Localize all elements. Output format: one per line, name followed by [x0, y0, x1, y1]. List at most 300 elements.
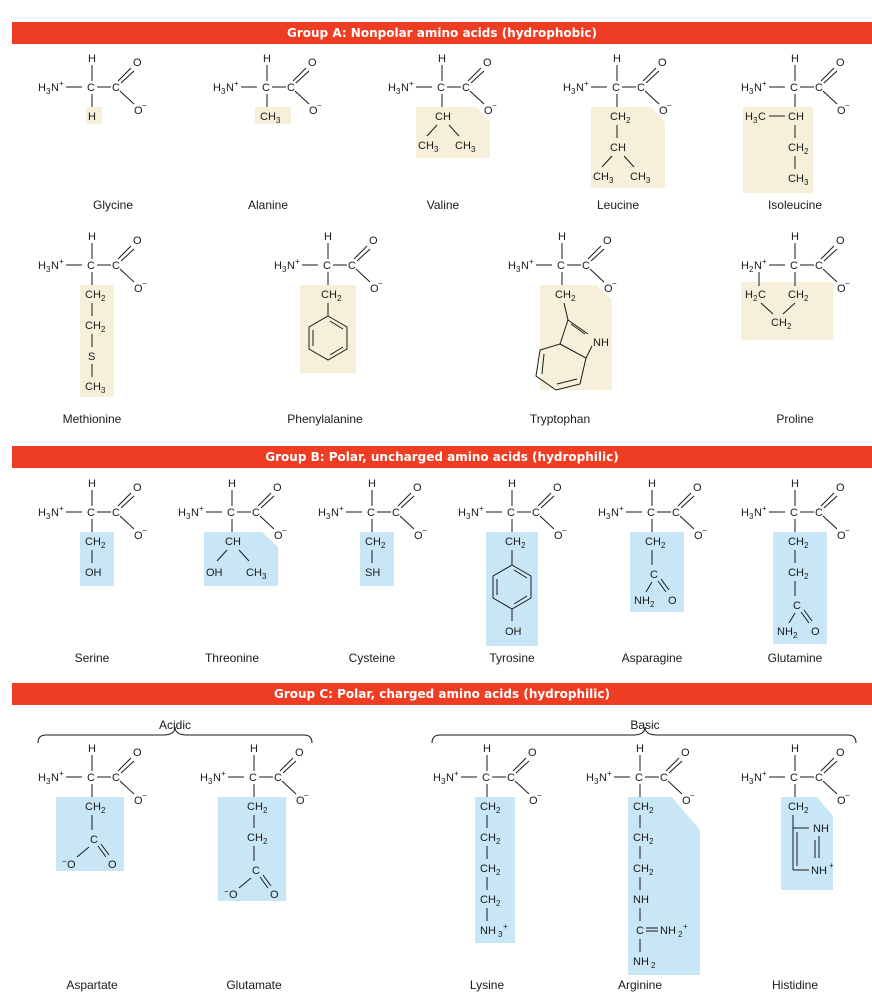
svg-text:+: +: [409, 79, 414, 88]
svg-text:C: C: [507, 772, 515, 784]
svg-text:2: 2: [787, 322, 792, 331]
svg-text:+: +: [59, 769, 64, 778]
aspartate-label: Aspartate: [66, 978, 118, 992]
svg-text:N: N: [191, 507, 199, 519]
svg-text:CH: CH: [630, 171, 646, 183]
svg-text:CH: CH: [788, 567, 804, 579]
svg-text:CH: CH: [788, 173, 804, 185]
svg-text:N: N: [51, 260, 59, 272]
svg-text:N: N: [599, 772, 607, 784]
svg-text:O: O: [528, 747, 537, 759]
svg-text:2: 2: [521, 541, 526, 550]
svg-text:−: −: [537, 791, 542, 800]
svg-text:3: 3: [571, 87, 576, 96]
svg-text:3: 3: [262, 572, 267, 581]
svg-text:O: O: [837, 530, 846, 542]
svg-text:O: O: [274, 530, 283, 542]
svg-text:3: 3: [471, 145, 476, 154]
svg-text:3: 3: [498, 930, 503, 939]
svg-text:O: O: [270, 889, 279, 901]
threonine-structure: [170, 475, 320, 635]
svg-text:C: C: [815, 260, 823, 272]
svg-text:O: O: [134, 105, 143, 117]
methionine-label: Methionine: [62, 412, 122, 426]
svg-text:C: C: [274, 772, 282, 784]
svg-text:H: H: [636, 743, 644, 755]
svg-text:N: N: [51, 507, 59, 519]
tyrosine-structure: [450, 475, 600, 650]
isoleucine-label: Isoleucine: [767, 198, 823, 212]
serine-label: Serine: [74, 651, 110, 665]
svg-text:−: −: [845, 101, 850, 110]
svg-text:CH: CH: [788, 142, 804, 154]
svg-text:C: C: [790, 507, 798, 519]
basic-label: Basic: [630, 718, 660, 732]
svg-text:+: +: [454, 769, 459, 778]
svg-text:3: 3: [466, 512, 471, 521]
svg-text:3: 3: [516, 265, 521, 274]
svg-text:H: H: [791, 743, 799, 755]
svg-text:O: O: [369, 235, 378, 247]
svg-text:CH: CH: [435, 111, 451, 123]
svg-text:2: 2: [804, 147, 809, 156]
svg-text:C: C: [637, 82, 645, 94]
svg-text:C: C: [758, 111, 766, 123]
svg-text:NH: NH: [480, 925, 496, 937]
svg-text:3: 3: [804, 178, 809, 187]
svg-text:O: O: [413, 482, 422, 494]
phenylalanine-structure: [240, 228, 390, 403]
lysine-structure: [425, 740, 575, 950]
svg-text:2: 2: [101, 541, 106, 550]
svg-text:H: H: [563, 82, 571, 94]
svg-text:C: C: [227, 507, 235, 519]
valine-structure: [380, 50, 530, 210]
svg-text:+: +: [762, 257, 767, 266]
svg-text:O: O: [554, 530, 563, 542]
svg-text:−: −: [562, 526, 567, 535]
svg-text:O: O: [296, 795, 305, 807]
lysine-label: Lysine: [469, 978, 505, 992]
svg-text:O: O: [837, 105, 846, 117]
svg-text:C: C: [793, 600, 801, 612]
svg-text:+: +: [339, 504, 344, 513]
svg-text:H: H: [483, 743, 491, 755]
svg-text:CH: CH: [365, 536, 381, 548]
svg-text:−: −: [142, 101, 147, 110]
svg-text:N: N: [754, 260, 762, 272]
svg-text:H: H: [200, 772, 208, 784]
svg-text:NH: NH: [633, 956, 649, 968]
phenylalanine-label: Phenylalanine: [287, 412, 363, 426]
svg-text:3: 3: [208, 777, 213, 786]
glycine-svg: [30, 50, 180, 210]
svg-text:S: S: [88, 351, 96, 363]
svg-text:3: 3: [606, 512, 611, 521]
svg-text:+: +: [59, 257, 64, 266]
svg-text:3: 3: [186, 512, 191, 521]
svg-text:O: O: [308, 57, 317, 69]
serine-structure: [30, 475, 180, 635]
svg-text:C: C: [87, 260, 95, 272]
svg-text:O: O: [658, 57, 667, 69]
svg-text:H: H: [38, 507, 46, 519]
svg-text:C: C: [249, 772, 257, 784]
svg-text:NH: NH: [777, 626, 793, 638]
svg-text:2: 2: [496, 837, 501, 846]
svg-text:3: 3: [46, 265, 51, 274]
proline-structure: [715, 228, 865, 403]
svg-text:H: H: [741, 772, 749, 784]
svg-text:2: 2: [804, 572, 809, 581]
svg-text:CH: CH: [633, 863, 649, 875]
svg-text:2: 2: [793, 631, 798, 640]
svg-text:3: 3: [609, 176, 614, 185]
svg-text:C: C: [758, 289, 766, 301]
svg-text:+: +: [529, 257, 534, 266]
svg-text:O: O: [309, 105, 318, 117]
glutamine-label: Glutamine: [767, 651, 823, 665]
svg-text:+: +: [234, 79, 239, 88]
svg-text:N: N: [471, 507, 479, 519]
svg-text:2: 2: [749, 265, 754, 274]
svg-text:O: O: [133, 482, 142, 494]
svg-text:−: −: [845, 791, 850, 800]
svg-text:+: +: [607, 769, 612, 778]
svg-text:N: N: [446, 772, 454, 784]
svg-text:H: H: [88, 231, 96, 243]
svg-text:H: H: [558, 231, 566, 243]
svg-text:+: +: [295, 257, 300, 266]
svg-text:2: 2: [753, 294, 758, 303]
svg-text:+: +: [59, 504, 64, 513]
glycine-structure: [30, 50, 180, 210]
svg-text:−: −: [422, 526, 427, 535]
svg-text:O: O: [483, 57, 492, 69]
svg-text:CH: CH: [645, 536, 661, 548]
svg-text:O: O: [414, 530, 423, 542]
tyrosine-label: Tyrosine: [489, 651, 535, 665]
svg-text:C: C: [532, 507, 540, 519]
svg-text:C: C: [348, 260, 356, 272]
svg-text:C: C: [112, 260, 120, 272]
threonine-label: Threonine: [204, 651, 260, 665]
svg-text:H: H: [263, 53, 271, 65]
svg-text:O: O: [668, 595, 677, 607]
svg-text:C: C: [437, 82, 445, 94]
svg-text:N: N: [331, 507, 339, 519]
svg-text:H: H: [250, 743, 258, 755]
svg-text:N: N: [51, 772, 59, 784]
svg-text:C: C: [507, 507, 515, 519]
svg-text:O: O: [694, 530, 703, 542]
svg-text:3: 3: [101, 386, 106, 395]
svg-text:3: 3: [646, 176, 651, 185]
svg-text:CH: CH: [788, 801, 804, 813]
svg-text:O: O: [134, 283, 143, 295]
svg-text:+: +: [762, 769, 767, 778]
svg-text:N: N: [521, 260, 529, 272]
svg-text:C: C: [367, 507, 375, 519]
svg-text:SH: SH: [365, 567, 381, 579]
svg-text:C: C: [112, 82, 120, 94]
svg-text:CH: CH: [85, 801, 101, 813]
svg-text:C: C: [815, 772, 823, 784]
svg-text:H: H: [648, 478, 656, 490]
svg-text:2: 2: [101, 294, 106, 303]
svg-text:C: C: [262, 82, 270, 94]
svg-text:+: +: [762, 504, 767, 513]
svg-text:O: O: [836, 747, 845, 759]
svg-text:CH: CH: [633, 832, 649, 844]
svg-text:H: H: [791, 53, 799, 65]
svg-text:2: 2: [804, 294, 809, 303]
svg-text:−: −: [845, 526, 850, 535]
svg-text:O: O: [134, 795, 143, 807]
svg-text:C: C: [252, 865, 260, 877]
svg-text:C: C: [650, 569, 658, 581]
svg-text:CH: CH: [247, 801, 263, 813]
svg-text:N: N: [51, 82, 59, 94]
svg-text:CH: CH: [321, 289, 337, 301]
histidine-structure: [715, 740, 865, 900]
svg-text:C: C: [790, 260, 798, 272]
svg-text:NH: NH: [811, 865, 827, 877]
svg-text:H: H: [274, 260, 282, 272]
svg-text:H: H: [613, 53, 621, 65]
svg-text:C: C: [790, 772, 798, 784]
isoleucine-structure: [715, 50, 865, 210]
svg-text:H: H: [88, 111, 96, 123]
svg-text:+: +: [503, 922, 508, 931]
svg-text:2: 2: [649, 806, 654, 815]
svg-text:CH: CH: [771, 317, 787, 329]
leucine-label: Leucine: [596, 198, 640, 212]
svg-text:H: H: [586, 772, 594, 784]
svg-text:N: N: [576, 82, 584, 94]
svg-text:CH: CH: [455, 140, 471, 152]
svg-text:O: O: [553, 482, 562, 494]
svg-text:3: 3: [276, 116, 281, 125]
alanine-label: Alanine: [247, 198, 289, 212]
group-b-banner: Group B: Polar, uncharged amino acids (hydrophilic): [12, 446, 872, 468]
svg-text:3: 3: [434, 145, 439, 154]
svg-text:C: C: [112, 507, 120, 519]
svg-text:CH: CH: [85, 320, 101, 332]
histidine-label: Histidine: [771, 978, 819, 992]
svg-text:NH: NH: [633, 894, 649, 906]
svg-text:C: C: [112, 772, 120, 784]
svg-text:3: 3: [282, 265, 287, 274]
svg-text:CH: CH: [788, 111, 804, 123]
svg-text:2: 2: [626, 116, 631, 125]
svg-text:3: 3: [46, 87, 51, 96]
alanine-structure: [205, 50, 355, 210]
svg-text:+: +: [221, 769, 226, 778]
svg-text:−: −: [667, 101, 672, 110]
svg-text:O: O: [133, 57, 142, 69]
svg-text:3: 3: [594, 777, 599, 786]
svg-text:O: O: [604, 283, 613, 295]
svg-text:CH: CH: [480, 801, 496, 813]
svg-text:OH: OH: [505, 626, 522, 638]
glutamate-structure: [192, 740, 342, 910]
svg-text:N: N: [611, 507, 619, 519]
svg-text:O: O: [681, 747, 690, 759]
svg-text:+: +: [829, 861, 834, 870]
svg-text:H: H: [741, 507, 749, 519]
svg-text:C: C: [612, 82, 620, 94]
tryptophan-label: Tryptophan: [529, 412, 591, 426]
atom-h3n: H: [38, 82, 46, 94]
svg-text:H: H: [791, 478, 799, 490]
svg-text:C: C: [647, 507, 655, 519]
svg-text:O: O: [682, 795, 691, 807]
svg-text:+: +: [762, 79, 767, 88]
svg-text:O: O: [67, 859, 76, 871]
svg-text:2: 2: [381, 541, 386, 550]
svg-text:H: H: [388, 82, 396, 94]
svg-text:−: −: [62, 857, 67, 866]
svg-text:CH: CH: [633, 801, 649, 813]
svg-text:−: −: [142, 791, 147, 800]
svg-text:O: O: [693, 482, 702, 494]
svg-text:2: 2: [101, 325, 106, 334]
svg-text:H: H: [458, 507, 466, 519]
svg-text:H: H: [598, 507, 606, 519]
svg-text:H: H: [745, 111, 753, 123]
side-chain-highlight: [628, 797, 700, 975]
svg-text:CH: CH: [85, 536, 101, 548]
svg-text:O: O: [273, 482, 282, 494]
svg-text:H: H: [318, 507, 326, 519]
svg-text:N: N: [754, 507, 762, 519]
tryptophan-structure: [500, 228, 650, 403]
svg-text:H: H: [88, 478, 96, 490]
svg-text:CH: CH: [225, 536, 241, 548]
svg-text:C: C: [582, 260, 590, 272]
glutamine-structure: [715, 475, 865, 650]
proline-label: Proline: [776, 412, 814, 426]
svg-text:H: H: [508, 478, 516, 490]
svg-text:O: O: [836, 57, 845, 69]
alpha-carbon: C: [87, 82, 95, 94]
svg-text:H: H: [741, 260, 749, 272]
svg-text:+: +: [683, 922, 688, 931]
asparagine-label: Asparagine: [621, 651, 683, 665]
methionine-structure: [30, 228, 180, 403]
svg-text:N: N: [226, 82, 234, 94]
svg-text:−: −: [702, 526, 707, 535]
svg-text:O: O: [484, 105, 493, 117]
svg-text:3: 3: [749, 512, 754, 521]
svg-text:−: −: [142, 279, 147, 288]
svg-text:H: H: [741, 82, 749, 94]
svg-text:NH: NH: [634, 595, 650, 607]
svg-text:2: 2: [804, 541, 809, 550]
svg-text:CH: CH: [480, 832, 496, 844]
svg-text:CH: CH: [593, 171, 609, 183]
cysteine-label: Cysteine: [348, 651, 396, 665]
svg-text:C: C: [87, 507, 95, 519]
svg-text:+: +: [199, 504, 204, 513]
svg-text:3: 3: [749, 777, 754, 786]
svg-text:O: O: [837, 795, 846, 807]
svg-text:N: N: [287, 260, 295, 272]
svg-text:O: O: [659, 105, 668, 117]
glycine-label: Glycine: [92, 198, 133, 212]
svg-text:N: N: [213, 772, 221, 784]
svg-text:O: O: [811, 626, 820, 638]
svg-text:H: H: [38, 772, 46, 784]
svg-text:3: 3: [221, 87, 226, 96]
svg-text:NH: NH: [593, 337, 609, 349]
svg-text:−: −: [378, 279, 383, 288]
svg-text:2: 2: [678, 930, 683, 939]
svg-text:CH: CH: [260, 111, 276, 123]
svg-text:C: C: [482, 772, 490, 784]
svg-text:C: C: [287, 82, 295, 94]
svg-text:2: 2: [650, 600, 655, 609]
svg-text:2: 2: [101, 806, 106, 815]
svg-text:H: H: [213, 82, 221, 94]
svg-text:2: 2: [337, 294, 342, 303]
svg-text:O: O: [134, 530, 143, 542]
svg-text:−: −: [317, 101, 322, 110]
svg-text:3: 3: [753, 116, 758, 125]
svg-text:O: O: [133, 235, 142, 247]
svg-text:2: 2: [661, 541, 666, 550]
svg-text:H: H: [324, 231, 332, 243]
svg-text:H: H: [433, 772, 441, 784]
svg-text:CH: CH: [610, 142, 626, 154]
svg-text:+: +: [619, 504, 624, 513]
svg-text:C: C: [557, 260, 565, 272]
svg-text:OH: OH: [206, 567, 223, 579]
svg-text:H: H: [178, 507, 186, 519]
arginine-structure: [578, 740, 728, 980]
svg-text:CH: CH: [788, 536, 804, 548]
svg-text:O: O: [108, 859, 117, 871]
group-a-banner: Group A: Nonpolar amino acids (hydrophobic): [12, 22, 872, 44]
svg-text:O: O: [133, 747, 142, 759]
glutamate-label: Glutamate: [226, 978, 282, 992]
svg-text:3: 3: [749, 87, 754, 96]
svg-text:2: 2: [651, 961, 656, 970]
svg-text:CH: CH: [788, 289, 804, 301]
svg-text:−: −: [142, 526, 147, 535]
svg-text:C: C: [636, 925, 644, 937]
svg-text:C: C: [815, 82, 823, 94]
svg-text:H: H: [38, 260, 46, 272]
svg-text:OH: OH: [85, 567, 102, 579]
svg-text:−: −: [845, 279, 850, 288]
svg-text:C: C: [635, 772, 643, 784]
svg-text:C: C: [252, 507, 260, 519]
svg-text:−: −: [224, 887, 229, 896]
svg-text:H: H: [368, 478, 376, 490]
svg-text:2: 2: [263, 806, 268, 815]
svg-text:2: 2: [804, 806, 809, 815]
svg-text:C: C: [660, 772, 668, 784]
svg-text:H: H: [438, 53, 446, 65]
svg-text:3: 3: [441, 777, 446, 786]
svg-text:H: H: [791, 231, 799, 243]
svg-text:3: 3: [396, 87, 401, 96]
svg-text:O: O: [229, 889, 238, 901]
svg-text:O: O: [603, 235, 612, 247]
svg-text:C: C: [392, 507, 400, 519]
